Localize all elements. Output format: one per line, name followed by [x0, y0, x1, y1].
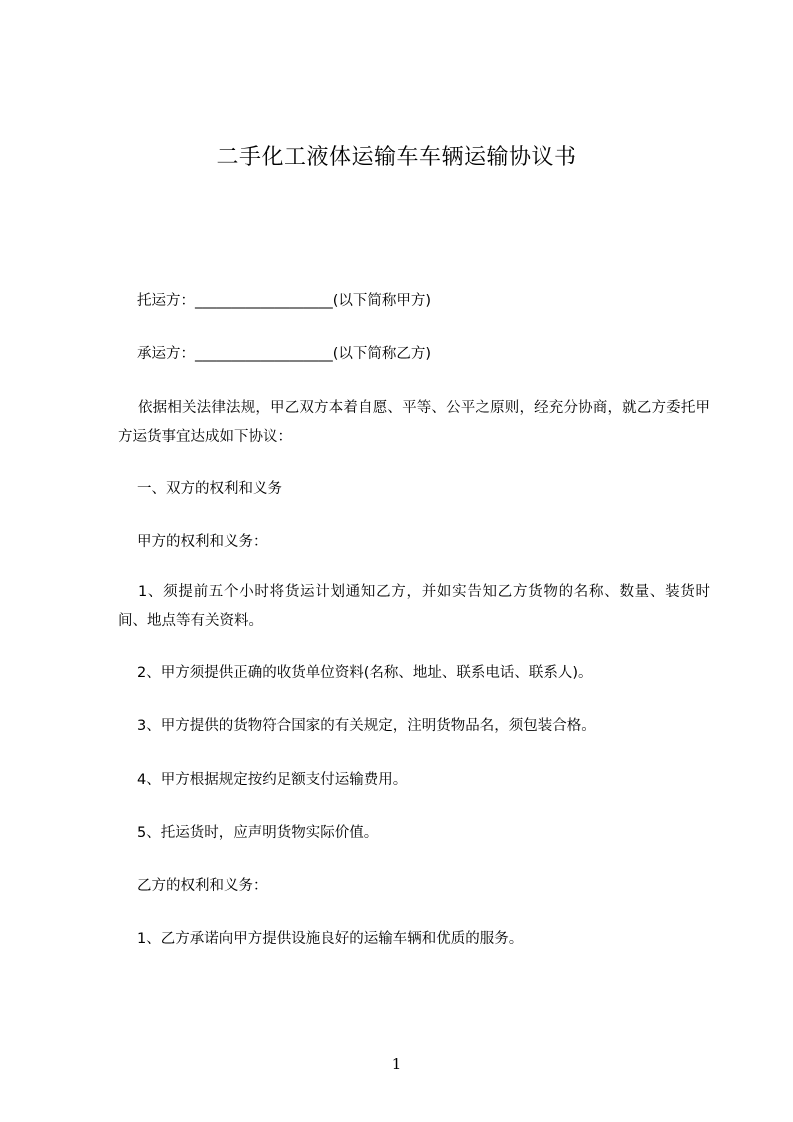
- party-a-item: 3、甲方提供的货物符合国家的有关规定，注明货物品名，须包装合格。: [137, 718, 596, 734]
- document-title: 二手化工液体运输车车辆运输协议书: [216, 145, 577, 170]
- party-a-item: 5、托运货时，应声明货物实际价值。: [137, 825, 379, 841]
- section-heading: 一、双方的权利和义务: [137, 481, 282, 497]
- party-b-item: 1、乙方承诺向甲方提供设施良好的运输车辆和优质的服务。: [137, 931, 524, 947]
- intro-paragraph: 依据相关法律法规，甲乙双方本着自愿、平等、公平之原则，经充分协商，就乙方委托甲方运货事宜达成如下协议：: [118, 400, 710, 445]
- shipper-line: 托运方：___________________(以下简称甲方): [137, 293, 432, 309]
- party-a-item: 1、须提前五个小时将货运计划通知乙方，并如实告知乙方货物的名称、数量、装货时间、地点等有关资料。: [118, 584, 710, 629]
- party-a-heading: 甲方的权利和义务：: [137, 534, 268, 550]
- page-number: 1: [391, 1055, 402, 1073]
- party-a-item: 2、甲方须提供正确的收货单位资料(名称、地址、联系电话、联系人)。: [137, 665, 593, 681]
- carrier-line: 承运方：___________________(以下简称乙方): [137, 346, 432, 362]
- party-b-heading: 乙方的权利和义务：: [137, 878, 268, 894]
- party-a-item: 4、甲方根据规定按约足额支付运输费用。: [137, 772, 408, 788]
